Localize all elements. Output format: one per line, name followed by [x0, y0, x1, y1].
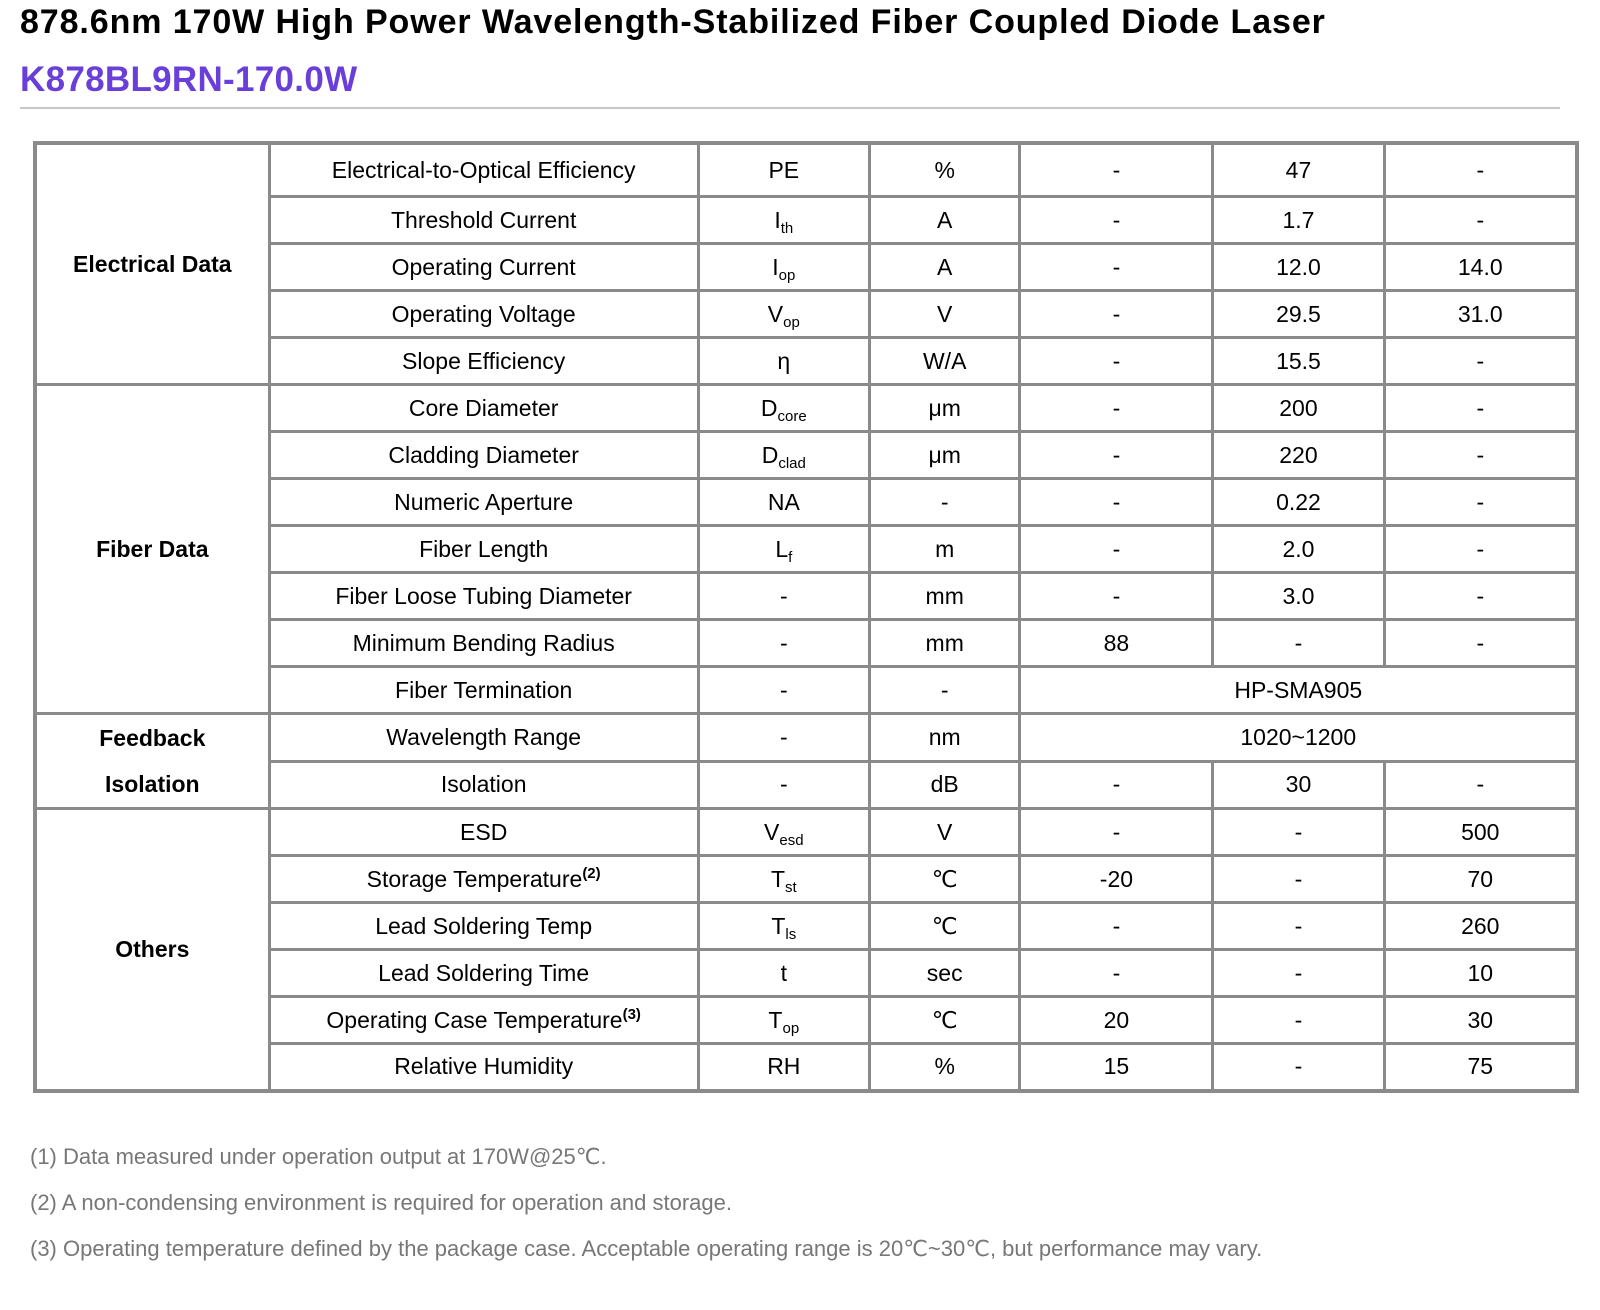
symbol-cell — [698, 479, 869, 526]
param-name: Lead Soldering Temp — [375, 912, 593, 939]
unit-cell: sec — [869, 950, 1020, 997]
param-cell — [269, 338, 698, 385]
unit-cell: m — [869, 526, 1020, 573]
symbol-cell — [698, 244, 869, 291]
symbol: RH — [767, 1053, 801, 1080]
param-cell — [269, 714, 698, 762]
symbol-cell — [698, 761, 869, 809]
group-others — [35, 809, 269, 1091]
symbol-subscript: op — [778, 266, 796, 284]
min-cell: 20 — [1020, 997, 1213, 1044]
min-cell: - — [1020, 526, 1213, 573]
max-cell: - — [1384, 385, 1577, 432]
max-cell: - — [1384, 338, 1577, 385]
param-cell — [269, 1044, 698, 1091]
param-cell — [269, 573, 698, 620]
unit-cell: W/A — [869, 338, 1020, 385]
group-label: Fiber Data — [96, 536, 209, 562]
footnote-ref: (3) — [622, 1005, 641, 1023]
unit-cell: - — [869, 667, 1020, 714]
unit-cell: mm — [869, 573, 1020, 620]
param-cell — [269, 761, 698, 809]
max-cell: - — [1384, 479, 1577, 526]
param-name: Operating Current — [391, 253, 576, 280]
typ-cell: 30 — [1213, 761, 1384, 809]
unit-cell: % — [869, 143, 1020, 197]
min-cell: 15 — [1020, 1044, 1213, 1091]
min-cell: 88 — [1020, 620, 1213, 667]
symbol-cell — [698, 903, 869, 950]
unit-cell: mm — [869, 620, 1020, 667]
symbol-cell — [698, 526, 869, 573]
group-electrical-data — [35, 143, 269, 385]
symbol: V — [767, 300, 784, 327]
typ-cell: - — [1213, 997, 1384, 1044]
footnote-2: (2) A non-condensing environment is required for operation and storage. — [30, 1190, 732, 1215]
table-row — [35, 714, 1577, 762]
max-cell: 260 — [1384, 903, 1577, 950]
symbol-cell — [698, 338, 869, 385]
page-title: 878.6nm 170W High Power Wavelength-Stabilized Fiber Coupled Diode Laser — [20, 3, 1326, 41]
value-merged-cell: 1020~1200 — [1020, 714, 1577, 762]
table-row — [35, 385, 1577, 432]
param-cell — [269, 244, 698, 291]
typ-cell: 47 — [1213, 143, 1384, 197]
param-name: Numeric Aperture — [394, 488, 574, 515]
min-cell: - — [1020, 573, 1213, 620]
param-name: Cladding Diameter — [388, 441, 579, 468]
param-name: Lead Soldering Time — [378, 959, 590, 986]
param-name: Fiber Loose Tubing Diameter — [335, 582, 632, 609]
min-cell: - — [1020, 338, 1213, 385]
param-name: Relative Humidity — [394, 1053, 574, 1080]
symbol-subscript: clad — [778, 454, 806, 472]
param-name: Operating Voltage — [391, 300, 576, 327]
max-cell: 14.0 — [1384, 244, 1577, 291]
max-cell: 30 — [1384, 997, 1577, 1044]
symbol: L — [775, 535, 789, 562]
symbol-cell — [698, 291, 869, 338]
param-cell — [269, 903, 698, 950]
group-feedback-isolation — [35, 714, 269, 809]
min-cell: - — [1020, 432, 1213, 479]
model-number: K878BL9RN-170.0W — [20, 60, 358, 99]
symbol-subscript: ls — [785, 925, 797, 943]
symbol: - — [779, 676, 788, 703]
max-cell: - — [1384, 620, 1577, 667]
param-name: ESD — [460, 818, 508, 845]
unit-cell: V — [869, 291, 1020, 338]
unit-cell: μm — [869, 385, 1020, 432]
max-cell: - — [1384, 197, 1577, 244]
symbol: - — [779, 582, 788, 609]
param-name: Threshold Current — [390, 206, 577, 233]
typ-cell: 200 — [1213, 385, 1384, 432]
symbol: PE — [768, 156, 800, 183]
footnote-3: (3) Operating temperature defined by the package case. Acceptable operating range is 20℃~30℃, but performance may vary. — [30, 1236, 1263, 1261]
param-cell — [269, 385, 698, 432]
max-cell: 500 — [1384, 809, 1577, 856]
footnote-1: (1) Data measured under operation output at 170W@25℃. — [30, 1144, 607, 1169]
typ-cell: 3.0 — [1213, 573, 1384, 620]
param-cell — [269, 143, 698, 197]
max-cell: - — [1384, 143, 1577, 197]
typ-cell: 0.22 — [1213, 479, 1384, 526]
symbol: - — [779, 771, 788, 798]
unit-cell: ℃ — [869, 997, 1020, 1044]
unit-cell: dB — [869, 761, 1020, 809]
unit-cell: - — [869, 479, 1020, 526]
param-name: Minimum Bending Radius — [352, 629, 615, 656]
min-cell: - — [1020, 291, 1213, 338]
title-divider — [20, 107, 1560, 109]
symbol-cell — [698, 809, 869, 856]
group-label: Electrical Data — [73, 251, 232, 277]
param-cell — [269, 432, 698, 479]
param-cell — [269, 856, 698, 903]
max-cell: - — [1384, 432, 1577, 479]
symbol: T — [770, 865, 785, 892]
symbol-cell — [698, 1044, 869, 1091]
unit-cell: ℃ — [869, 856, 1020, 903]
max-cell: - — [1384, 761, 1577, 809]
unit-cell: % — [869, 1044, 1020, 1091]
param-name: Storage Temperature — [366, 865, 583, 892]
symbol: I — [772, 253, 779, 280]
group-fiber-data — [35, 385, 269, 714]
symbol-subscript: core — [777, 407, 807, 425]
table-row — [35, 143, 1577, 197]
param-cell — [269, 809, 698, 856]
symbol: D — [760, 394, 778, 421]
symbol: NA — [767, 488, 800, 515]
symbol-subscript: esd — [779, 831, 804, 849]
symbol-cell — [698, 950, 869, 997]
param-cell — [269, 950, 698, 997]
min-cell: - — [1020, 143, 1213, 197]
footnotes — [30, 1142, 1262, 1280]
min-cell: - — [1020, 479, 1213, 526]
typ-cell: - — [1213, 1044, 1384, 1091]
min-cell: - — [1020, 244, 1213, 291]
unit-cell: A — [869, 244, 1020, 291]
symbol: T — [771, 912, 786, 939]
symbol-subscript: st — [785, 878, 797, 896]
param-name: Fiber Length — [419, 535, 549, 562]
typ-cell: 2.0 — [1213, 526, 1384, 573]
typ-cell: 1.7 — [1213, 197, 1384, 244]
min-cell: - — [1020, 809, 1213, 856]
symbol-cell — [698, 667, 869, 714]
max-cell: 10 — [1384, 950, 1577, 997]
param-cell — [269, 620, 698, 667]
param-name: Fiber Termination — [395, 676, 573, 703]
symbol-cell — [698, 714, 869, 762]
group-label: Feedback — [99, 725, 206, 751]
symbol-cell — [698, 432, 869, 479]
spec-table — [33, 141, 1579, 1093]
param-name: Operating Case Temperature — [326, 1006, 623, 1033]
min-cell: - — [1020, 950, 1213, 997]
symbol-cell — [698, 573, 869, 620]
group-label: Others — [115, 936, 190, 963]
typ-cell: - — [1213, 950, 1384, 997]
typ-cell: 29.5 — [1213, 291, 1384, 338]
typ-cell: - — [1213, 809, 1384, 856]
symbol: - — [779, 629, 788, 656]
typ-cell: - — [1213, 856, 1384, 903]
footnote-ref: (2) — [582, 864, 601, 882]
symbol-subscript: f — [788, 548, 793, 566]
typ-cell: 220 — [1213, 432, 1384, 479]
symbol: t — [780, 959, 787, 986]
symbol-cell — [698, 997, 869, 1044]
param-name: Electrical-to-Optical Efficiency — [331, 156, 636, 183]
symbol-subscript: op — [782, 1019, 800, 1037]
param-cell — [269, 667, 698, 714]
symbol-cell — [698, 197, 869, 244]
param-name: Wavelength Range — [386, 723, 582, 750]
group-label: Isolation — [105, 771, 200, 797]
symbol: η — [777, 347, 791, 374]
min-cell: - — [1020, 903, 1213, 950]
unit-cell: nm — [869, 714, 1020, 762]
unit-cell: ℃ — [869, 903, 1020, 950]
param-cell — [269, 479, 698, 526]
param-cell — [269, 997, 698, 1044]
typ-cell: 12.0 — [1213, 244, 1384, 291]
symbol-cell — [698, 856, 869, 903]
max-cell: 31.0 — [1384, 291, 1577, 338]
min-cell: - — [1020, 761, 1213, 809]
symbol: I — [774, 206, 781, 233]
typ-cell: - — [1213, 620, 1384, 667]
value-merged-cell: HP-SMA905 — [1020, 667, 1577, 714]
symbol: T — [768, 1006, 783, 1033]
param-cell — [269, 291, 698, 338]
param-cell — [269, 197, 698, 244]
unit-cell: A — [869, 197, 1020, 244]
symbol-cell — [698, 620, 869, 667]
unit-cell: V — [869, 809, 1020, 856]
max-cell: - — [1384, 526, 1577, 573]
max-cell: - — [1384, 573, 1577, 620]
min-cell: - — [1020, 197, 1213, 244]
symbol-subscript: th — [780, 219, 794, 237]
max-cell: 75 — [1384, 1044, 1577, 1091]
symbol: V — [764, 818, 780, 845]
max-cell: 70 — [1384, 856, 1577, 903]
param-name: Isolation — [440, 771, 527, 798]
min-cell: - — [1020, 385, 1213, 432]
symbol-cell — [698, 143, 869, 197]
typ-cell: 15.5 — [1213, 338, 1384, 385]
param-name: Slope Efficiency — [402, 347, 566, 374]
symbol: - — [779, 723, 788, 750]
table-row — [35, 809, 1577, 856]
param-name: Core Diameter — [408, 394, 559, 421]
unit-cell: μm — [869, 432, 1020, 479]
typ-cell: - — [1213, 903, 1384, 950]
min-cell: -20 — [1020, 856, 1213, 903]
symbol-subscript: op — [783, 313, 800, 331]
symbol-cell — [698, 385, 869, 432]
param-cell — [269, 526, 698, 573]
symbol: D — [761, 441, 779, 468]
